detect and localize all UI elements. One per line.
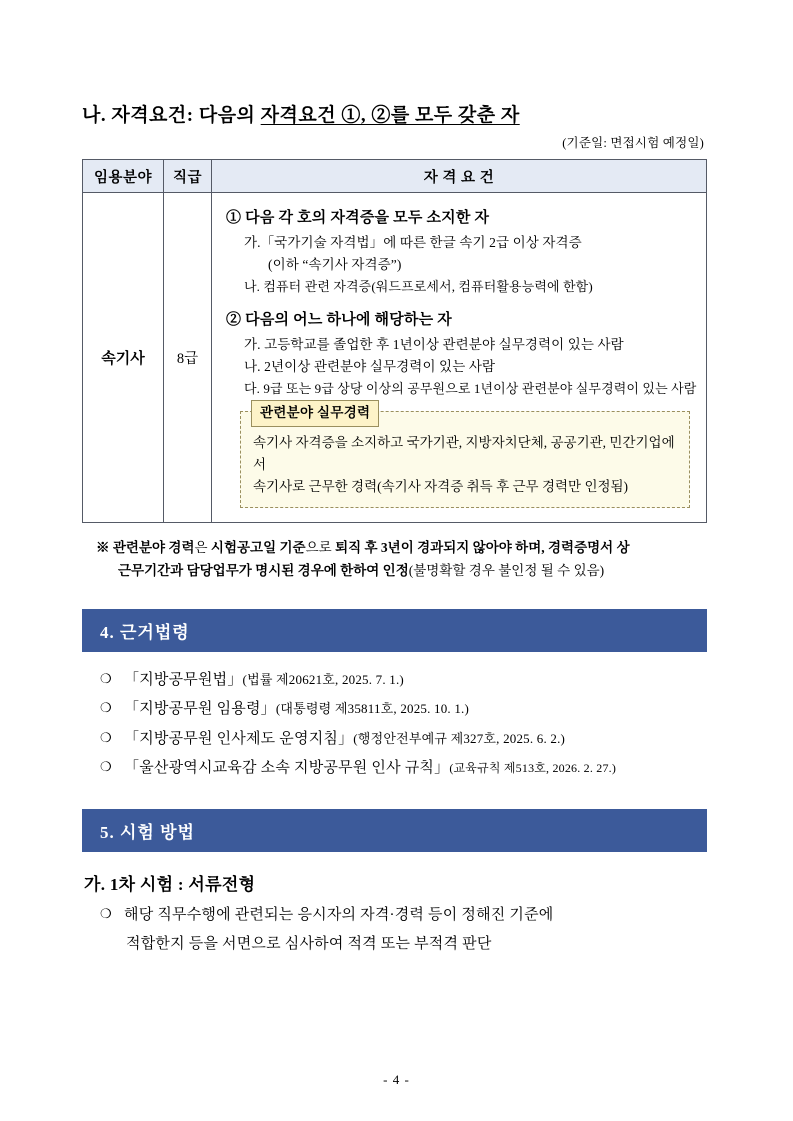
exam-method-line-1: 해당 직무수행에 관련되는 응시자의 자격·경력 등이 정해진 기준에: [124, 907, 554, 924]
cell-requirements-body: [212, 193, 707, 523]
qualification-table: [82, 159, 707, 523]
bullet-icon: ❍: [100, 758, 112, 774]
requirement-item-2-heading: ② 다음의 어느 하나에 해당하는 자: [226, 312, 452, 329]
table-header-field: 임용분야: [83, 160, 164, 193]
table-row: [83, 193, 707, 523]
bullet-icon: ❍: [100, 671, 112, 687]
asterisk-note-line-2: [118, 560, 708, 583]
page-content: [82, 100, 712, 960]
law-title: 「지방공무원 인사제도 운영지침」: [124, 730, 354, 747]
table-header-grade: 직급: [164, 160, 212, 193]
section-4-bar: 4. 근거법령: [82, 609, 707, 652]
related-experience-box: [240, 405, 690, 508]
law-title: 「지방공무원 임용령」: [124, 701, 276, 718]
table-header-row: [83, 160, 707, 193]
section-5-bar: 5. 시험 방법: [82, 809, 707, 852]
list-item: [100, 754, 712, 783]
section-5-subheading: 가. 1차 시험 : 서류전형: [84, 875, 256, 895]
asterisk-note-regular-3: (불명확할 경우 불인정 될 수 있음): [408, 563, 605, 579]
law-detail: (법률 제20621호, 2025. 7. 1.): [242, 672, 404, 688]
basis-date-note: (기준일: 면접시험 예정일): [562, 136, 704, 150]
requirement-item-1-sub-b: 나. 컴퓨터 관련 자격증(워드프로세서, 컴퓨터활용능력에 한함): [244, 279, 593, 295]
law-detail: (대통령령 제35811호, 2025. 10. 1.): [275, 701, 469, 717]
requirement-item-1-heading: ① 다음 각 호의 자격증을 모두 소지한 자: [226, 210, 490, 226]
bullet-icon: ❍: [100, 729, 112, 745]
law-detail: (교육규칙 제513호, 2026. 2. 27.): [449, 760, 617, 775]
section-b-heading: [82, 100, 712, 127]
page-number: - 4 -: [383, 1072, 410, 1087]
asterisk-note-bold-3: 퇴직 후 3년이 경과되지 않아야 하며, 경력증명서 상: [335, 540, 630, 556]
cell-grade-value: 8급: [164, 193, 212, 523]
requirement-item-2-sub-b: 나. 2년이상 관련분야 실무경력이 있는 사람: [244, 359, 496, 375]
asterisk-note-regular-1: 은: [194, 540, 211, 556]
asterisk-note-bold-1: 관련분야 경력: [112, 540, 195, 556]
law-detail: (행정안전부예규 제327호, 2025. 6. 2.): [353, 730, 566, 746]
requirement-item-2-sub-c: 다. 9급 또는 9급 상당 이상의 공무원으로 1년이상 관련분야 실무경력이 있는 사람: [244, 381, 697, 397]
requirement-item-1-sub-a: 가.「국가기술 자격법」에 따른 한글 속기 2급 이상 자격증: [244, 235, 582, 251]
list-item: [100, 725, 712, 754]
section-4-list: [100, 666, 712, 783]
section-b-heading-prefix: 나. 자격요건: 다음의: [82, 105, 261, 126]
related-experience-box-title: 관련분야 실무경력: [251, 400, 379, 427]
bullet-icon: ❍: [100, 700, 112, 716]
law-title: 「울산광역시교육감 소속 지방공무원 인사 규칙」: [124, 759, 450, 776]
requirement-item-2-sub-a: 가. 고등학교를 졸업한 후 1년이상 관련분야 실무경력이 있는 사람: [244, 337, 624, 353]
table-header-requirements: 자 격 요 건: [212, 160, 707, 193]
exam-method-line-2: 적합한지 등을 서면으로 심사하여 적격 또는 부적격 판단: [126, 936, 492, 953]
asterisk-note: [96, 537, 708, 583]
section-5-list: [100, 901, 712, 960]
list-item: [100, 901, 712, 960]
asterisk-note-bold-2: 시험공고일 기준: [210, 540, 306, 556]
list-item: [100, 695, 712, 724]
related-experience-box-text: [253, 432, 677, 497]
related-experience-line-2: 속기사로 근무한 경력(속기사 자격증 취득 후 근무 경력만 인정됨): [253, 478, 629, 494]
law-title: 「지방공무원법」: [124, 672, 243, 689]
section-b-heading-underlined: 자격요건 ①, ②를 모두 갖춘 자: [260, 105, 520, 126]
requirement-item-1-sub-a-note: (이하 “속기사 자격증”): [268, 257, 402, 273]
asterisk-note-regular-2: 으로: [305, 540, 336, 556]
list-item: [100, 666, 712, 695]
asterisk-note-bold-4: 근무기간과 담당업무가 명시된 경우에 한하여 인정: [118, 563, 409, 579]
asterisk-mark: ※: [96, 540, 110, 556]
bullet-icon: ❍: [100, 906, 112, 922]
related-experience-line-1: 속기사 자격증을 소지하고 국가기관, 지방자치단체, 공공기관, 민간기업에서: [253, 435, 675, 473]
cell-field-value: 속기사: [83, 193, 164, 523]
